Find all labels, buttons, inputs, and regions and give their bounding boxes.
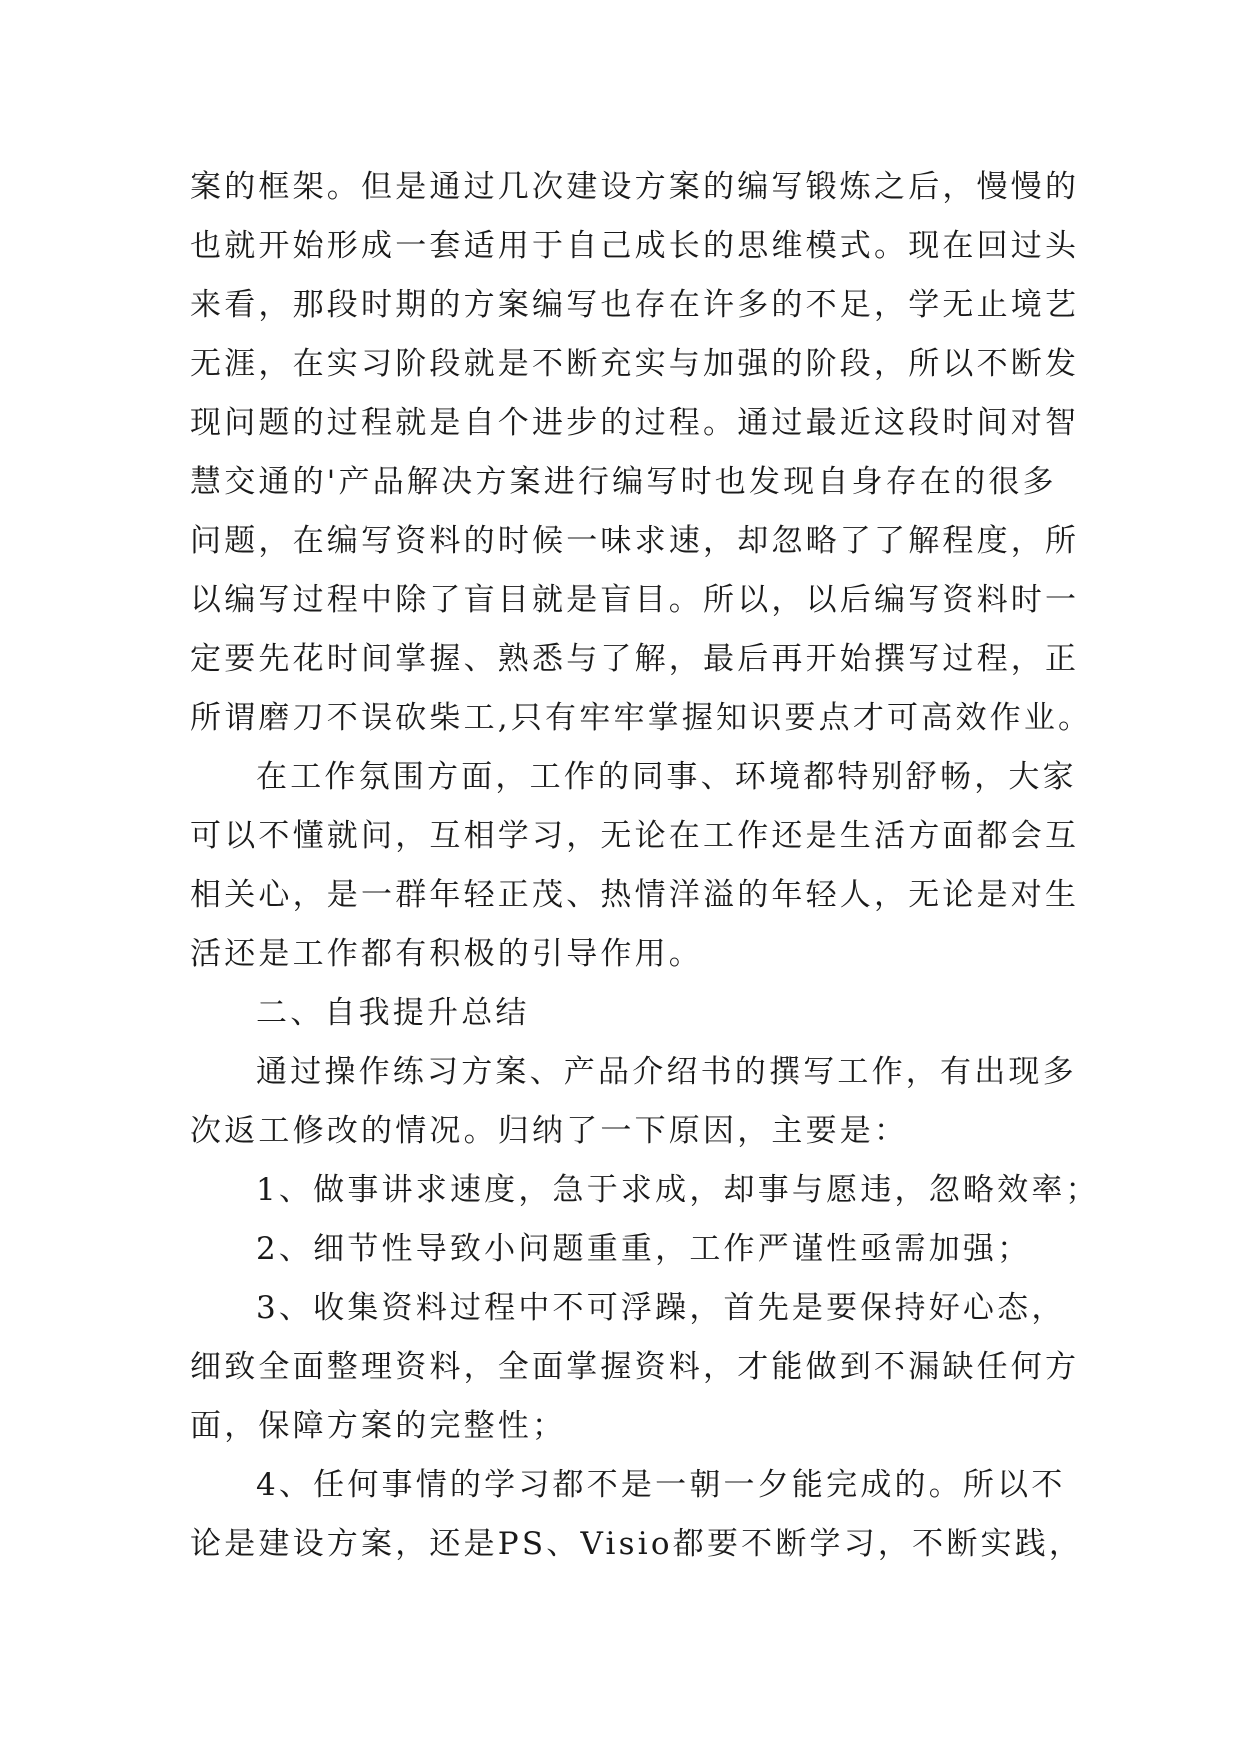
text-line: 相关心，是一群年轻正茂、热情洋溢的年轻人，无论是对生 (190, 877, 1080, 913)
section-heading: 二、自我提升总结 (256, 995, 530, 1031)
text-line: 面，保障方案的完整性； (190, 1408, 567, 1444)
text-line: 次返工修改的情况。归纳了一下原因，主要是： (190, 1113, 909, 1149)
list-item: 1、做事讲求速度，急于求成，却事与愿违，忽略效率； (256, 1172, 1100, 1208)
text-line: 定要先花时间掌握、熟悉与了解，最后再开始撰写过程，正 (190, 641, 1080, 677)
text-line: 也就开始形成一套适用于自己成长的思维模式。现在回过头 (190, 228, 1080, 264)
text-line: 无涯，在实习阶段就是不断充实与加强的阶段，所以不断发 (190, 346, 1080, 382)
paragraph-first-line: 通过操作练习方案、产品介绍书的撰写工作，有出现多 (256, 1054, 1077, 1090)
text-line: 以编写过程中除了盲目就是盲目。所以，以后编写资料时一 (190, 582, 1080, 618)
paragraph-first-line: 在工作氛围方面，工作的同事、环境都特别舒畅，大家 (256, 759, 1077, 795)
document-body (190, 158, 1100, 1574)
text-line: 来看，那段时期的方案编写也存在许多的不足，学无止境艺 (190, 287, 1080, 323)
list-item: 2、细节性导致小问题重重，工作严谨性亟需加强； (256, 1231, 1032, 1267)
text-line: 问题，在编写资料的时候一味求速，却忽略了了解程度，所 (190, 523, 1080, 559)
text-line: 可以不懂就问，互相学习，无论在工作还是生活方面都会互 (190, 818, 1080, 854)
text-line: 细致全面整理资料，全面掌握资料，才能做到不漏缺任何方 (190, 1349, 1080, 1385)
text-line: 慧交通的'产品解决方案进行编写时也发现自身存在的很多 (190, 464, 1057, 500)
text-line: 案的框架。但是通过几次建设方案的编写锻炼之后，慢慢的 (190, 169, 1080, 205)
text-line: 论是建设方案，还是PS、Visio都要不断学习，不断实践， (190, 1526, 1084, 1562)
list-item: 3、收集资料过程中不可浮躁，首先是要保持好心态， (256, 1290, 1066, 1326)
text-line: 活还是工作都有积极的引导作用。 (190, 936, 703, 972)
text-line: 所谓磨刀不误砍柴工,只有牢牢掌握知识要点才可高效作业。 (190, 700, 1093, 736)
list-item: 4、任何事情的学习都不是一朝一夕能完成的。所以不 (256, 1467, 1066, 1503)
text-line: 现问题的过程就是自个进步的过程。通过最近这段时间对智 (190, 405, 1080, 441)
